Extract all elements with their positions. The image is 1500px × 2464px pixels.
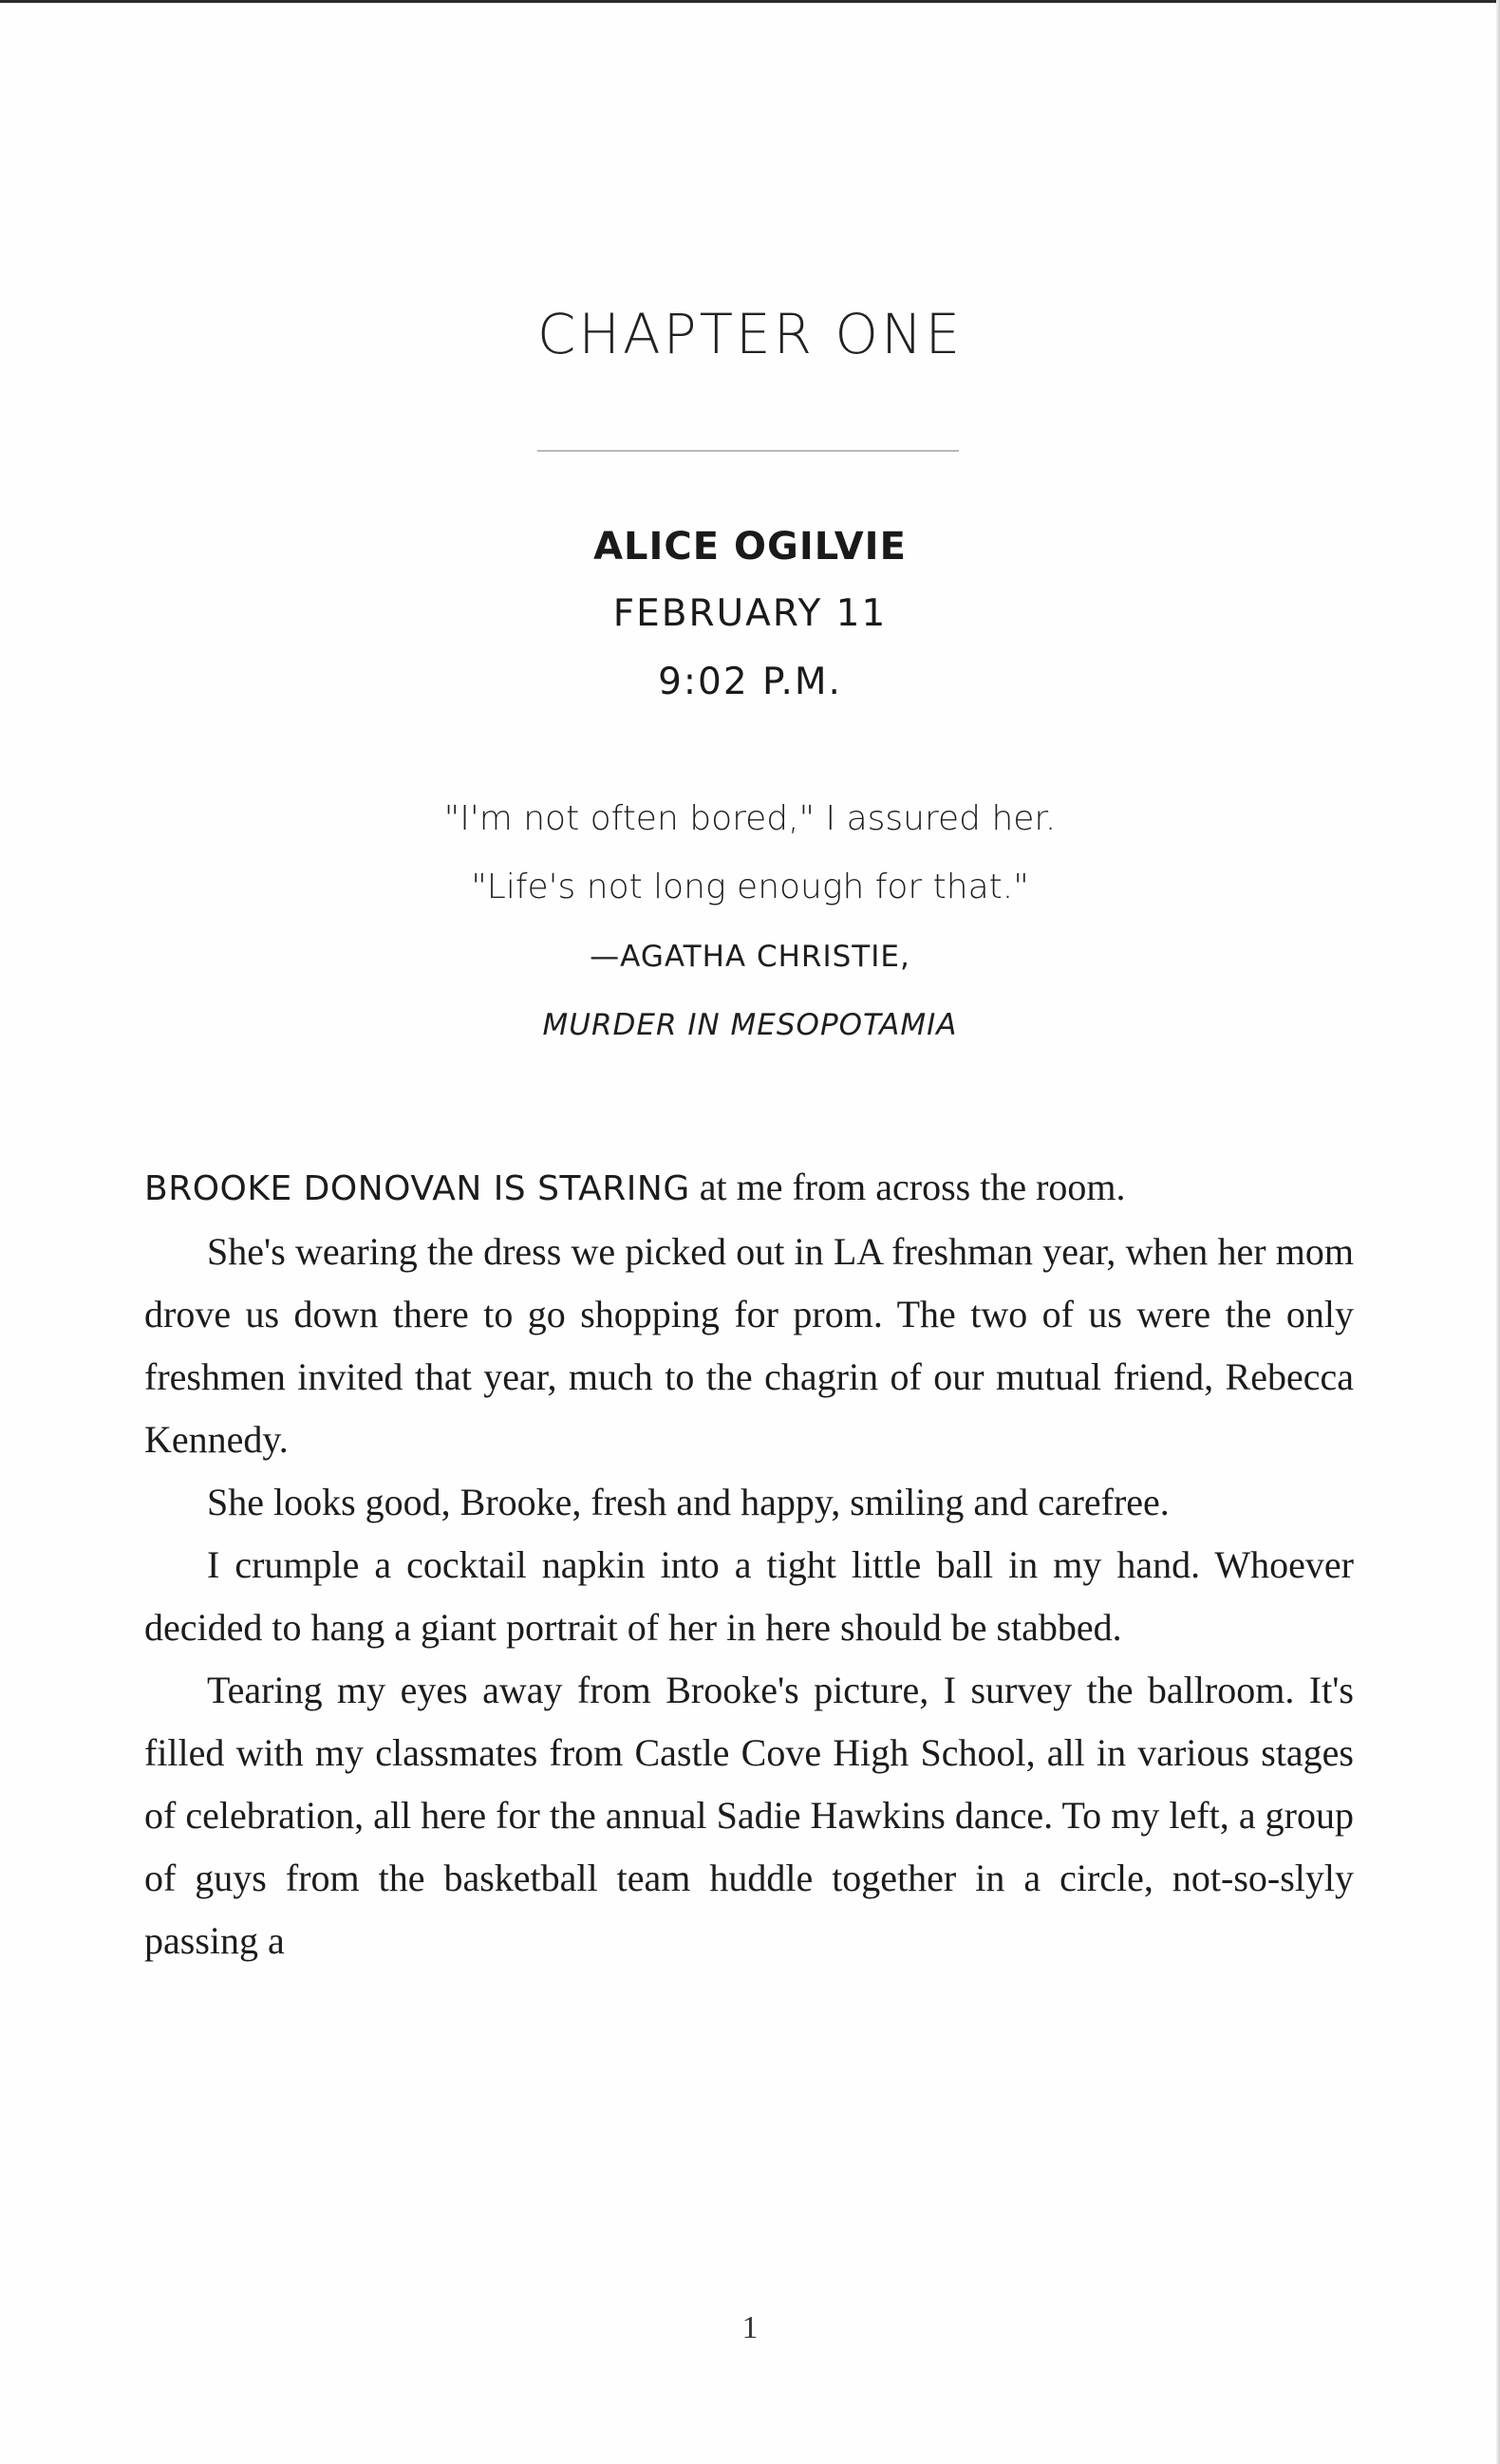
epigraph-line-2: "Life's not long enough for that." [471,868,1029,906]
epigraph-line-1: "I'm not often bored," I assured her. [443,799,1057,838]
paragraph-2: She's wearing the dress we picked out in LA freshman year, when her mom drove us down there to go shopping for prom. The two of us were the only freshmen invited that year, much to the chagrin of our mutual friend, Rebecca Kennedy. [144,1230,1354,1461]
narrator-name: ALICE OGILVIE [593,525,907,569]
lead-in-caps: BROOKE DONOVAN IS STARING [144,1169,690,1208]
page-right-edge [1496,0,1500,2464]
chapter-divider-rule [537,450,959,452]
epigraph-source: MURDER IN MESOPOTAMIA [542,1008,958,1042]
page-top-edge [0,0,1500,3]
paragraph-1 [144,1156,1354,1221]
paragraph-5: Tearing my eyes away from Brooke's picture, I survey the ballroom. It's filled with my classmates from Castle Cove High School, all in various stages of celebration, all here for the annual Sadie Hawkins dance. To my left, a group of guys from the basketball team huddle together in a circle, not-so-slyly passing a [144,1669,1354,1962]
page-number: 1 [741,2310,759,2345]
epigraph-attribution: —AGATHA CHRISTIE, [590,940,910,974]
chapter-time: 9:02 P.M. [658,661,842,703]
paragraph-4: I crumple a cocktail napkin into a tight little ball in my hand. Whoever decided to hang a giant portrait of her in here should be stabbed. [144,1543,1354,1649]
paragraph-1-text: at me from across the room. [689,1166,1126,1208]
chapter-date: FEBRUARY 11 [612,592,888,635]
chapter-body [144,1156,1354,1972]
paragraph-3: She looks good, Brooke, fresh and happy, smiling and carefree. [207,1481,1170,1523]
chapter-title: CHAPTER ONE [536,302,964,366]
